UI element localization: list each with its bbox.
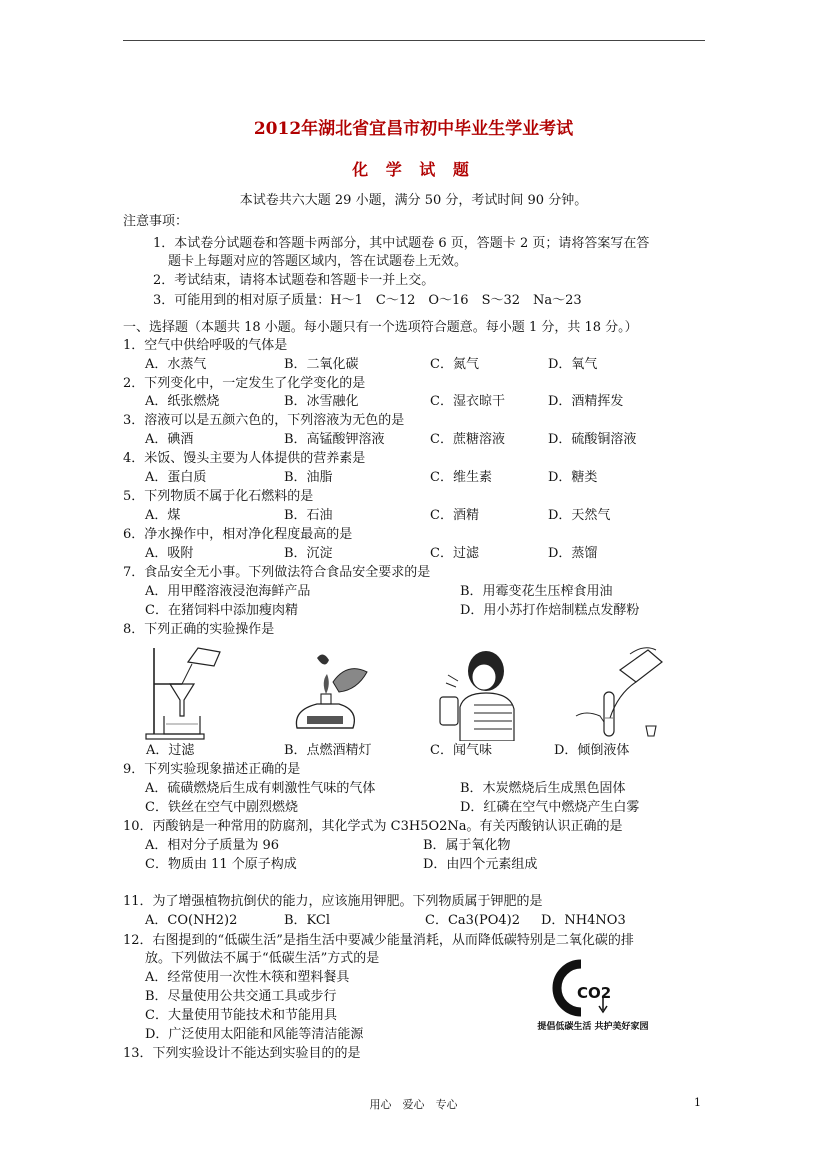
option: D．糖类: [548, 470, 598, 485]
option: A．煤: [145, 508, 181, 523]
option: C．氮气: [430, 357, 479, 372]
exam-description: 本试卷共六大题 29 小题，满分 50 分，考试时间 90 分钟。: [239, 193, 588, 208]
co2-logo-text: CO2: [577, 984, 612, 1002]
option: B．点燃酒精灯: [284, 743, 372, 758]
option: D．氧气: [548, 357, 598, 372]
logo-slogan: 提倡低碳生活 共护美好家园: [537, 1022, 649, 1032]
option: B．尽量使用公共交通工具或步行: [145, 989, 337, 1004]
option: D．由四个元素组成: [423, 857, 538, 872]
question-stem: 7．食品安全无小事。下列做法符合食品安全要求的是: [123, 565, 431, 580]
page-subtitle: 化 学 试 题: [352, 160, 475, 179]
question-stem: 4．米饭、馒头主要为人体提供的营养素是: [123, 451, 366, 466]
option: A．用甲醛溶液浸泡海鲜产品: [145, 584, 311, 599]
question-stem: 6．净水操作中，相对净化程度最高的是: [123, 527, 353, 542]
option: B．油脂: [284, 470, 333, 485]
option: A．经常使用一次性木筷和塑料餐具: [145, 970, 350, 985]
note-item: 1．本试卷分试题卷和答题卡两部分，其中试题卷 6 页，答题卡 2 页；请将答案写在答: [153, 236, 650, 251]
option: C．维生素: [430, 470, 492, 485]
note-item: 题卡上每题对应的答题区域内，答在试题卷上无效。: [168, 254, 468, 269]
page-number: 1: [694, 1096, 701, 1109]
alcohol-lamp-figure: [287, 648, 375, 740]
option: A．CO(NH2)2: [145, 913, 238, 928]
option: C．湿衣晾干: [430, 394, 505, 409]
option: D．天然气: [548, 508, 611, 523]
option: A．硫磺燃烧后生成有刺激性气味的气体: [145, 781, 376, 796]
question-stem: 11．为了增强植物抗倒伏的能力，应该施用钾肥。下列物质属于钾肥的是: [123, 894, 543, 909]
question-stem: 9．下列实验现象描述正确的是: [123, 762, 301, 777]
option: B．沉淀: [284, 546, 333, 561]
option: C．蔗糖溶液: [430, 432, 505, 447]
option: A．过滤: [146, 743, 195, 758]
option: A．纸张燃烧: [145, 394, 220, 409]
note-item: 2．考试结束，请将本试题卷和答题卡一并上交。: [153, 273, 435, 288]
option: B．KCl: [284, 913, 331, 928]
option: B．冰雪融化: [284, 394, 359, 409]
option: C．在猪饲料中添加瘦肉精: [145, 603, 298, 618]
question-stem: 2．下列变化中，一定发生了化学变化的是: [123, 376, 366, 391]
option: B．木炭燃烧后生成黑色固体: [460, 781, 626, 796]
option: C．Ca3(PO4)2: [425, 913, 521, 928]
option: D．硫酸铜溶液: [548, 432, 637, 447]
question-stem: 5．下列物质不属于化石燃料的是: [123, 489, 314, 504]
section-heading: 一、选择题（本题共 18 小题。每小题只有一个选项符合题意。每小题 1 分，共 18 分。）: [123, 320, 638, 335]
option: A．蛋白质: [145, 470, 207, 485]
option: C．大量使用节能技术和节能用具: [145, 1008, 337, 1023]
option: D．NH4NO3: [541, 913, 626, 928]
option: D．广泛使用太阳能和风能等清洁能源: [145, 1027, 364, 1042]
option: B．用霉变花生压榨食用油: [460, 584, 613, 599]
option: D．用小苏打作焙制糕点发酵粉: [460, 603, 640, 618]
notes-heading: 注意事项：: [123, 214, 189, 229]
option: C．物质由 11 个原子构成: [145, 857, 297, 872]
pouring-liquid-figure: [570, 640, 670, 742]
question-stem: 13．下列实验设计不能达到实验目的的是: [123, 1046, 361, 1061]
option: D．红磷在空气中燃烧产生白雾: [460, 800, 640, 815]
option: C．闻气味: [430, 743, 492, 758]
option: A．碘酒: [145, 432, 194, 447]
option: A．相对分子质量为 96: [145, 838, 280, 853]
option: B．石油: [284, 508, 333, 523]
option: D．酒精挥发: [548, 394, 624, 409]
filtration-figure: [142, 644, 242, 742]
option: A．吸附: [145, 546, 194, 561]
option: C．酒精: [430, 508, 479, 523]
question-stem: 12．右图提到的“低碳生活”是指生活中要减少能量消耗，从而降低碳特别是二氧化碳的排: [123, 933, 634, 948]
footer-text: 用心 爱心 专心: [369, 1098, 458, 1111]
note-item: 3．可能用到的相对原子质量：H～1 C～12 O～16 S～32 Na～23: [153, 293, 582, 308]
question-stem-continued: 放。下列做法不属于“低碳生活”方式的是: [145, 951, 380, 966]
question-stem: 3．溶液可以是五颜六色的，下列溶液为无色的是: [123, 413, 405, 428]
top-rule: [123, 40, 705, 41]
option: B．高锰酸钾溶液: [284, 432, 385, 447]
page-title: 2012年湖北省宜昌市初中毕业生学业考试: [253, 119, 574, 139]
option: A．水蒸气: [145, 357, 207, 372]
option: D．蒸馏: [548, 546, 598, 561]
option: B．二氧化碳: [284, 357, 359, 372]
option: B．属于氧化物: [423, 838, 511, 853]
question-stem: 1．空气中供给呼吸的气体是: [123, 338, 288, 353]
question-stem: 10．丙酸钠是一种常用的防腐剂，其化学式为 C3H5O2Na。有关丙酸钠认识正确的是: [123, 819, 623, 834]
option: C．过滤: [430, 546, 479, 561]
question-stem: 8．下列正确的实验操作是: [123, 622, 275, 637]
option: C．铁丝在空气中剧烈燃烧: [145, 800, 298, 815]
low-carbon-logo: [533, 958, 653, 1034]
smelling-figure: [434, 643, 520, 741]
option: D．倾倒液体: [554, 743, 630, 758]
